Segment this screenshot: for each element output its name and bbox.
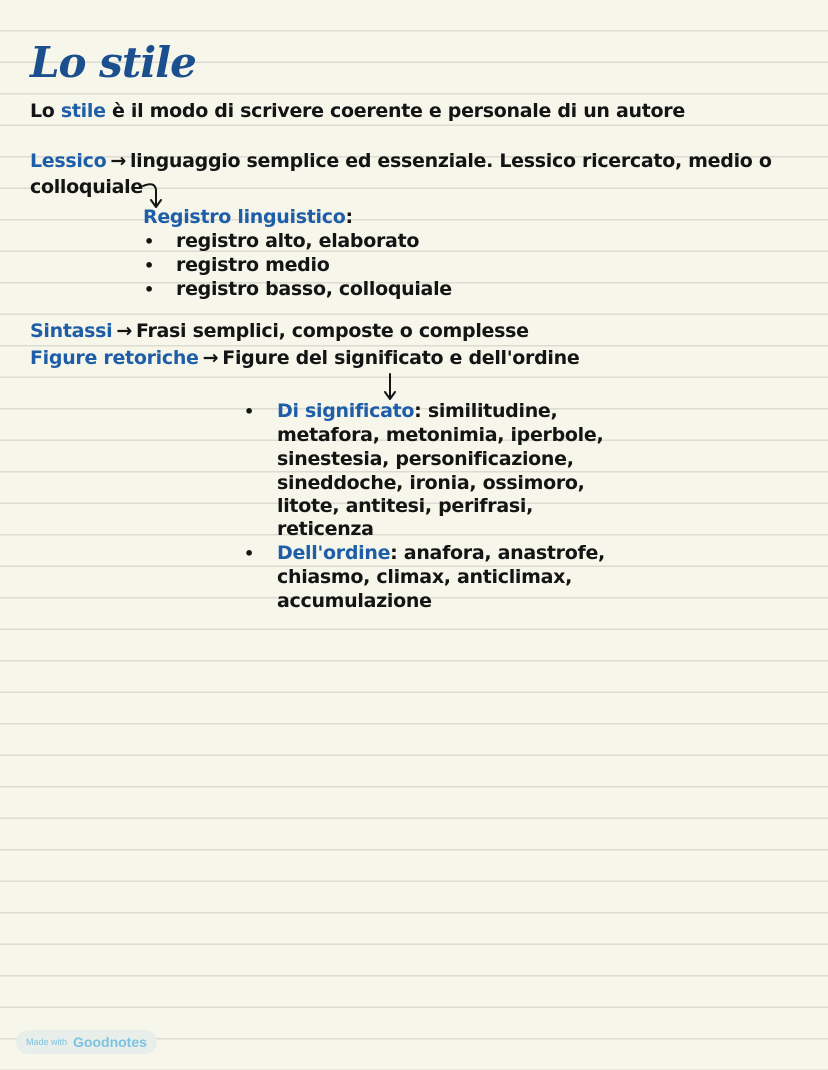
- intro-prefix: Lo: [30, 100, 55, 122]
- sintassi-line: [30, 320, 529, 342]
- intro-term: stile: [60, 100, 106, 122]
- significato-colon: :: [414, 400, 422, 422]
- ordine-line: chiasmo, climax, anticlimax,: [277, 566, 573, 588]
- right-arrow-icon: →: [116, 320, 132, 342]
- right-arrow-icon: →: [110, 150, 126, 172]
- figure-term: Figure retoriche: [30, 347, 199, 369]
- bullet: •: [144, 256, 155, 275]
- lessico-line: [30, 150, 772, 172]
- significato-line: litote, antitesi, perifrasi,: [277, 495, 533, 517]
- registro-heading: [143, 206, 353, 228]
- significato-text: similitudine,: [427, 400, 558, 422]
- sintassi-text: Frasi semplici, composte o complesse: [135, 320, 529, 342]
- registro-term: Registro linguistico: [143, 206, 346, 228]
- significato-term: Di significato: [277, 400, 415, 422]
- figure-text: Figure del significato e dell'ordine: [222, 347, 580, 369]
- significato-line: sinestesia, personificazione,: [277, 448, 574, 470]
- significato-line: sineddoche, ironia, ossimoro,: [277, 472, 585, 494]
- bullet: •: [144, 232, 155, 251]
- lessico-text: linguaggio semplice ed essenziale. Lessico ricercato, medio o: [129, 150, 772, 172]
- bullet: •: [244, 402, 255, 421]
- down-arrow-icon: [382, 372, 398, 402]
- lessico-text-2: colloquiale: [30, 176, 143, 198]
- registro-colon: :: [345, 206, 353, 228]
- ordine-colon: :: [390, 542, 398, 564]
- goodnotes-watermark: [16, 1030, 157, 1054]
- bullet: •: [244, 544, 255, 563]
- ordine-text: anafora, anastrofe,: [403, 542, 605, 564]
- sintassi-term: Sintassi: [30, 320, 113, 342]
- registro-item: registro alto, elaborato: [176, 230, 420, 252]
- intro-line: [30, 100, 685, 122]
- watermark-prefix: Made with: [26, 1037, 68, 1047]
- ordine-line-1: [277, 542, 605, 564]
- lessico-term: Lessico: [30, 150, 107, 172]
- watermark-brand: Goodnotes: [73, 1034, 147, 1050]
- right-arrow-icon: →: [202, 347, 219, 369]
- bullet: •: [144, 280, 155, 299]
- significato-line-1: [277, 400, 557, 422]
- significato-line: metafora, metonimia, iperbole,: [277, 424, 604, 446]
- intro-rest: è il modo di scrivere coerente e personale di un autore: [112, 100, 685, 122]
- ordine-line: accumulazione: [277, 590, 432, 612]
- significato-line: reticenza: [277, 518, 374, 540]
- ordine-term: Dell'ordine: [277, 542, 391, 564]
- registro-item: registro medio: [176, 254, 330, 276]
- page-title: Lo stile: [30, 38, 196, 87]
- figure-line: [30, 347, 579, 369]
- registro-item: registro basso, colloquiale: [176, 278, 452, 300]
- lessico-line-2: [30, 176, 143, 198]
